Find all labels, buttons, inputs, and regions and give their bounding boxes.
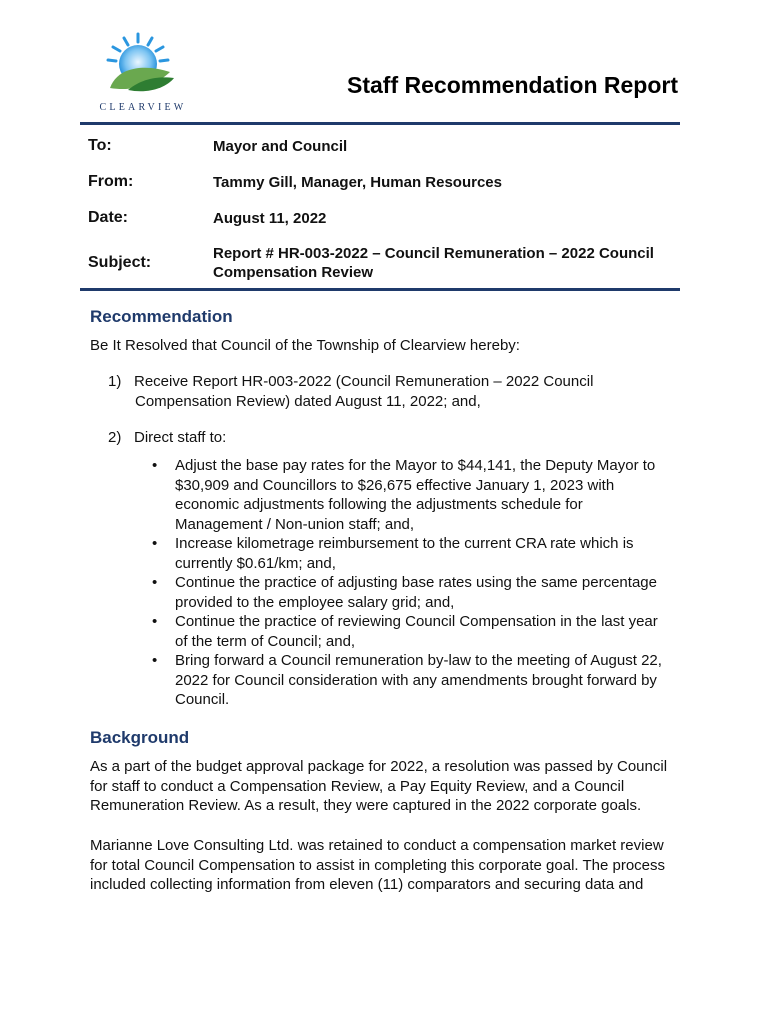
subject-line-1: Report # HR-003-2022 – Council Remuneration – 2022 Council: [213, 245, 654, 262]
item-1-line-2: Compensation Review) dated August 11, 2022; and,: [135, 392, 481, 410]
bullet-line: Increase kilometrage reimbursement to the current CRA rate which is: [175, 535, 634, 552]
background-paragraph-2: [90, 836, 690, 895]
paragraph-line: for total Council Compensation to assist in completing this corporate goal. The process: [90, 856, 666, 874]
item-2-text: Direct staff to:: [134, 429, 227, 446]
bullet-icon: •: [152, 652, 158, 669]
bullet-line: 2022 for Council consideration with any amendments brought forward by: [175, 671, 657, 689]
bullet-line: of the term of Council; and,: [175, 632, 356, 650]
bullet-line: Council.: [175, 691, 230, 708]
item-1-line-1: Receive Report HR-003-2022 (Council Remuneration – 2022 Council: [134, 373, 594, 390]
bullet-line: Management / Non-union staff; and,: [175, 515, 415, 533]
subject-label: Subject:: [88, 254, 152, 271]
bullet-icon: •: [152, 535, 158, 552]
numbered-item-2: [108, 428, 668, 448]
paragraph-line: Marianne Love Consulting Ltd. was retained to conduct a compensation market review: [90, 837, 664, 854]
from-value: Tammy Gill, Manager, Human Resources: [213, 174, 502, 191]
bullet-line: Continue the practice of adjusting base rates using the same percentage: [175, 574, 657, 591]
bullet-line: Adjust the base pay rates for the Mayor to $44,141, the Deputy Mayor to: [175, 457, 656, 474]
list-item: [152, 534, 672, 573]
list-item: [152, 456, 672, 534]
bullet-line: $30,909 and Councillors to $26,675 effective January 1, 2023 with: [175, 476, 615, 494]
logo-wordmark: CLEARVIEW: [99, 102, 187, 113]
bullet-line: Continue the practice of reviewing Council Compensation in the last year: [175, 613, 658, 630]
bullet-line: economic adjustments following the adjustments schedule for: [175, 496, 583, 513]
logo-sun-leaf-icon: [88, 28, 198, 100]
recommendation-intro: Be It Resolved that Council of the Township of Clearview hereby:: [90, 337, 520, 354]
list-item: [152, 651, 672, 710]
from-label: From:: [88, 173, 134, 190]
paragraph-line: As a part of the budget approval package for 2022, a resolution was passed by Council: [90, 758, 668, 775]
recommendation-heading: Recommendation: [90, 307, 233, 326]
bullet-line: Bring forward a Council remuneration by-law to the meeting of August 22,: [175, 652, 662, 669]
background-paragraph-1: [90, 757, 690, 816]
item-1-number: 1): [108, 373, 122, 390]
paragraph-line: included collecting information from eleven (11) comparators and securing data and: [90, 876, 644, 893]
background-heading: Background: [90, 728, 190, 747]
subject-value: [213, 244, 673, 282]
bullet-line: provided to the employee salary grid; and,: [175, 593, 455, 611]
paragraph-line: Remuneration Review. As a result, they were captured in the 2022 corporate goals.: [90, 797, 642, 814]
bullet-line: currently $0.61/km; and,: [175, 554, 336, 572]
bullet-icon: •: [152, 613, 158, 630]
paragraph-line: for staff to conduct a Compensation Review, a Pay Equity Review, and a Council: [90, 777, 625, 795]
direct-staff-bullet-list: [152, 456, 672, 710]
bullet-icon: •: [152, 457, 158, 474]
list-item: [152, 612, 672, 651]
subject-line-2: Compensation Review: [213, 264, 374, 281]
numbered-item-1: [108, 372, 668, 411]
date-label: Date:: [88, 209, 129, 226]
list-item: [152, 573, 672, 612]
to-label: To:: [88, 137, 112, 154]
bullet-icon: •: [152, 574, 158, 591]
item-2-number: 2): [108, 429, 122, 446]
report-title: Staff Recommendation Report: [347, 72, 678, 98]
to-value: Mayor and Council: [213, 138, 348, 155]
clearview-logo: [88, 28, 198, 120]
header-rule-top: [80, 122, 680, 125]
date-value: August 11, 2022: [213, 210, 327, 227]
header-rule-bottom: [80, 288, 680, 291]
